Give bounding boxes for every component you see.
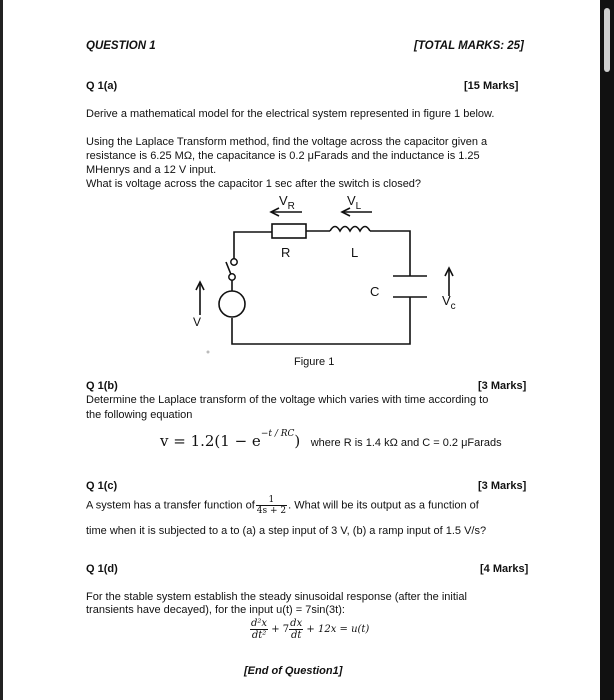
vr-label: $V_R$ bbox=[279, 193, 295, 212]
q1a-para-line: What is voltage across the capacitor 1 sec after the switch is closed? bbox=[86, 178, 422, 190]
q1c-line1: A system has a transfer function of $\frac{1}{4s + 2}$ . What will be its output as a function of bbox=[86, 495, 479, 516]
vl-label: $V_L$ bbox=[347, 193, 362, 212]
question-title: QUESTION 1 bbox=[86, 40, 156, 52]
q1b-equation: $v = 1.2(1 - e^{-t / RC})$ where R is 1.4 kΩ and C = 0.2 μFarads bbox=[160, 428, 502, 450]
q1a-marks: [15 Marks] bbox=[464, 80, 519, 92]
q1b-line1: Determine the Laplace transform of the voltage which varies with time according to bbox=[86, 394, 489, 406]
q1a-para-line: MHenrys and a 12 V input. bbox=[86, 164, 217, 176]
q1a-label: Q 1(a) bbox=[86, 80, 118, 92]
q1a-para-line: resistance is 6.25 MΩ, the capacitance is 0.2 μFarads and the inductance is 1.25 bbox=[86, 150, 480, 162]
transfer-function-fraction: $\frac{1}{4s + 2}$ bbox=[256, 495, 287, 516]
q1d-label: Q 1(d) bbox=[86, 563, 118, 575]
q1b-label: Q 1(b) bbox=[86, 380, 118, 392]
figure-caption: Figure 1 bbox=[294, 356, 335, 368]
total-marks: [TOTAL MARKS: 25] bbox=[414, 40, 524, 52]
v-label: V bbox=[193, 315, 202, 329]
resistor-symbol bbox=[272, 224, 306, 238]
end-of-question: [End of Question1] bbox=[244, 665, 343, 677]
scan-dot bbox=[207, 351, 210, 354]
wire-top-left bbox=[234, 232, 272, 262]
q1c-label: Q 1(c) bbox=[86, 480, 118, 492]
q1d-marks: [4 Marks] bbox=[480, 563, 529, 575]
q1a-line1: Derive a mathematical model for the electrical system represented in figure 1 below. bbox=[86, 108, 495, 120]
voltage-source bbox=[219, 291, 245, 317]
wire-top-right bbox=[370, 231, 410, 276]
vc-label: $V_c$ bbox=[442, 293, 456, 312]
q1c-line2: time when it is subjected to a to (a) a step input of 3 V, (b) a ramp input of 1.5 V/s? bbox=[86, 525, 487, 537]
c-label: C bbox=[370, 284, 380, 299]
q1c-marks: [3 Marks] bbox=[478, 480, 527, 492]
q1b-marks: [3 Marks] bbox=[478, 380, 527, 392]
q1d-line1: For the stable system establish the steady sinusoidal response (after the initial bbox=[86, 591, 467, 603]
q1b-line2: the following equation bbox=[86, 409, 193, 421]
q1d-equation: $\frac{\text{d²x}}{\text{dt²}}$ + 7 $\frac{dx}{dt}$ + 12x = u(t) bbox=[251, 618, 370, 641]
switch-contact-top bbox=[231, 259, 237, 265]
q1a-para-line: Using the Laplace Transform method, find the voltage across the capacitor given a bbox=[86, 136, 488, 148]
switch-contact-bottom bbox=[229, 274, 235, 280]
inductor-symbol bbox=[330, 227, 370, 232]
q1d-line2: transients have decayed), for the input u(t) = 7sin(3t): bbox=[86, 604, 345, 616]
r-label: R bbox=[281, 245, 291, 260]
wire-bottom bbox=[232, 297, 410, 344]
l-label: L bbox=[351, 245, 359, 260]
